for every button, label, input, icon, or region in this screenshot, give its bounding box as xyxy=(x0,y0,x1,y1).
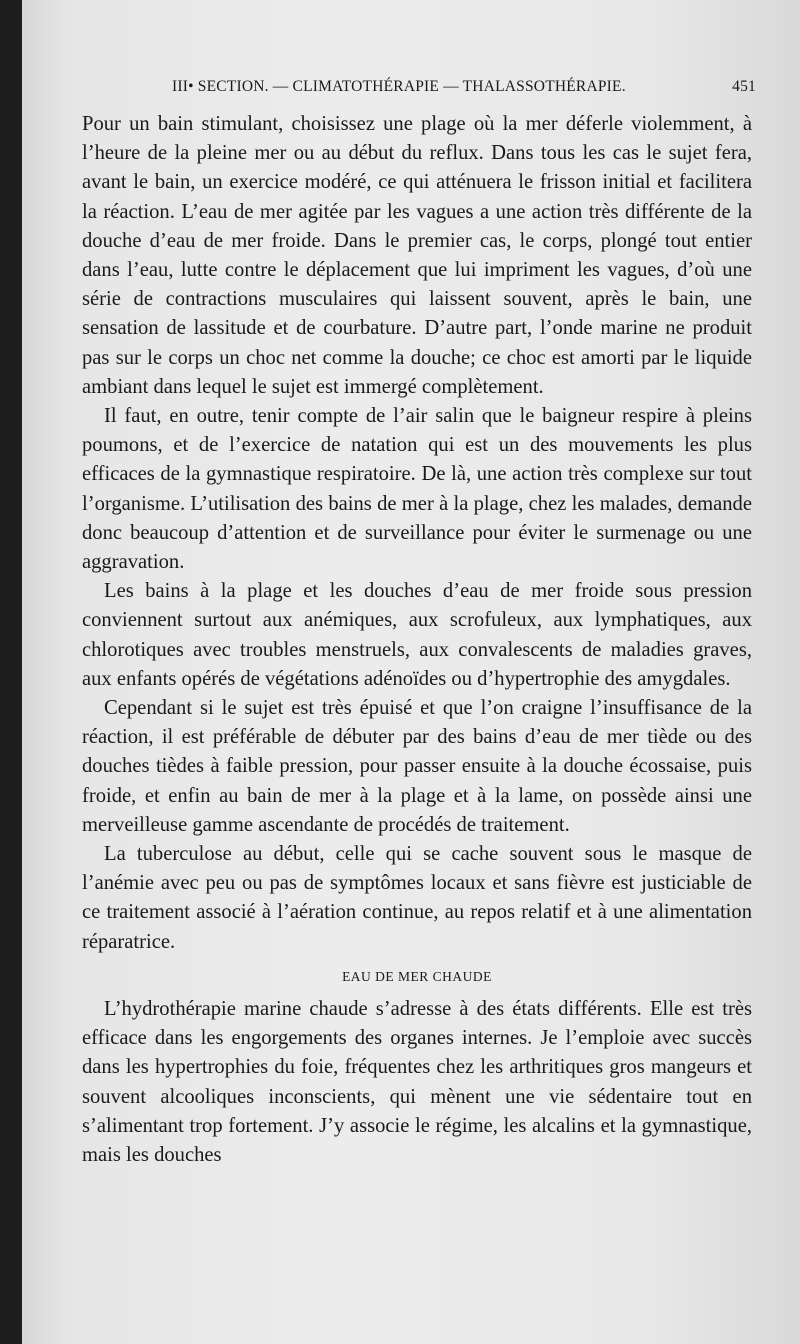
section-heading: EAU DE MER CHAUDE xyxy=(342,968,492,984)
paragraph-5: La tuberculose au début, celle qui se cache souvent sous le masque de l’anémie avec peu ou pas de symptômes locaux et sans fièvre est justiciable de ce traitement associé à l’aération continue, au repos relatif et à une alimentation réparatrice. xyxy=(82,843,752,953)
paragraph-6: L’hydrothérapie marine chaude s’adresse à des états différents. Elle est très efficace dans les engorgements des organes internes. Je l’emploie avec succès dans les hypertrophies du foie, fréquentes chez les arthritiques gros mangeurs et souvent alcooliques inconscients, qui mènent une vie sédentaire tout en s’alimentant trop fortement. J’y associe le régime, les alcalins et la gymnastique, mais les douches xyxy=(82,997,752,1166)
paragraph-1: Pour un bain stimulant, choisissez une plage où la mer déferle violemment, à l’heure de la pleine mer ou au début du reflux. Dans tous les cas le sujet fera, avant le bain, un exercice modéré, ce qui atténuera le frisson initial et facilitera la réaction. L’eau de mer agitée par les vagues a une action très différente de la douche d’eau de mer froide. Dans le premier cas, le corps, plongé tout entier dans l’eau, lutte contre le déplacement que lui impriment les vagues, d’où une série de contractions musculaires qui laissent souvent, après le bain, une sensation de lassitude et de courbature. D’autre part, l’onde marine ne produit pas sur le corps un choc net comme la douche; ce choc est amorti par le liquide ambiant dans lequel le sujet est immergé complètement. xyxy=(82,113,752,398)
page-body xyxy=(82,110,752,1170)
book-page xyxy=(22,0,800,1344)
running-head xyxy=(172,78,756,96)
paragraph-4: Cependant si le sujet est très épuisé et que l’on craigne l’insuffisance de la réaction, il est préférable de débuter par des bains d’eau de mer tiède ou des douches tièdes à faible pression, pour passer ensuite à la douche écossaise, puis froide, et enfin au bain de mer à la plage et à la lame, on possède ainsi une merveilleuse gamme ascendante de procédés de traitement. xyxy=(82,697,752,836)
paragraph-2: Il faut, en outre, tenir compte de l’air salin que le baigneur respire à pleins poumons, et de l’exercice de natation qui est un des mouvements les plus efficaces de la gymnastique respiratoire. De là, une action très complexe sur tout l’organisme. L’utilisation des bains de mer à la plage, chez les malades, demande donc beaucoup d’attention et de surveillance pour éviter le surmenage ou une aggravation. xyxy=(82,405,752,574)
page-number: 451 xyxy=(732,78,756,95)
running-title: III• SECTION. — CLIMATOTHÉRAPIE — THALASSOTHÉRAPIE. xyxy=(172,78,626,95)
paragraph-3: Les bains à la plage et les douches d’eau de mer froide sous pression conviennent surtout aux anémiques, aux scrofuleux, aux lymphatiques, aux chlorotiques avec troubles menstruels, aux convalescents de maladies graves, aux enfants opérés de végétations adénoïdes ou d’hypertrophie des amygdales. xyxy=(82,580,752,690)
